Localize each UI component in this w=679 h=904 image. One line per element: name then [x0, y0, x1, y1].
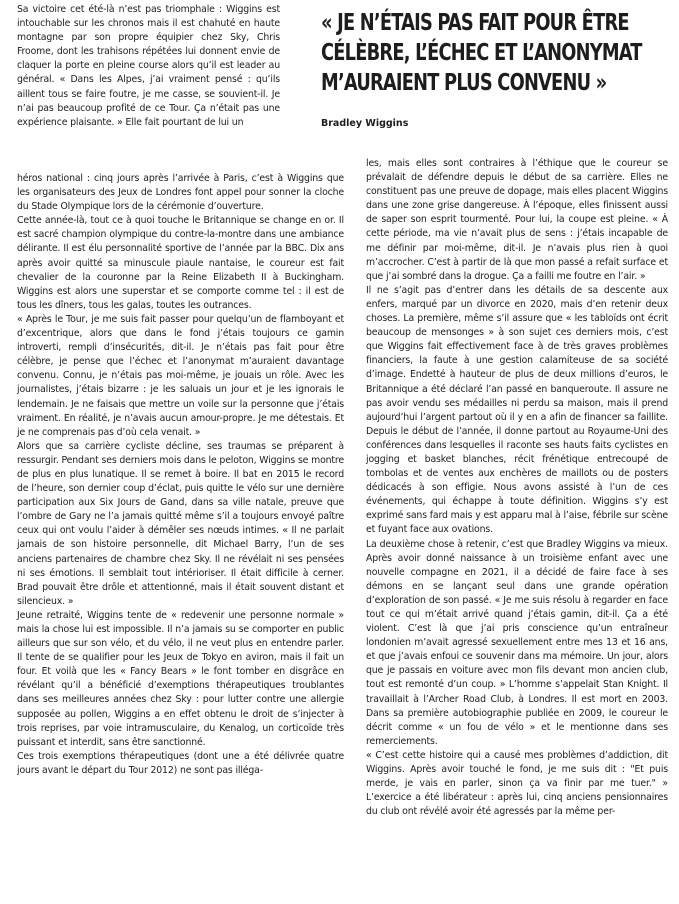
pull-quote-text: « JE N’ÉTAIS PAS FAIT POUR ÊTRE CÉLÈBRE, L’ÉCHEC ET L’ANONYMAT M’AURAIENT PLUS CONVENU » — [321, 10, 642, 96]
paragraph: « C’est cette histoire qui a causé mes problèmes d’addiction, dit Wiggins. Après avoir touché le fond, je me suis dit : "Et puis merde, je vais en parler, sinon ça va finir par me tuer." » L’exercice a été libérateur : après lui, cinq anciens pensionnaires du club ont révélé avoir été agressés par la même per- — [366, 749, 668, 818]
paragraph: Alors que sa carrière cycliste décline, ses traumas se préparent à ressurgir. Pendant ses derniers mois dans le peloton, Wiggins se montre de plus en plus lunatique. Il se remet à boire. Il bat en 2015 le record de l’heure, son dernier coup d’éclat, puis quitte le vélo sur une dernière participation aux Six Jours de Gand, dans sa ville natale, preuve que l’ombre de Gary ne l’a jamais quitté même s’il a toujours envoyé paître ceux qui ont voulu l’aider à démêler ses nœuds intimes. « Il ne parlait jamais de son histoire personnelle, dit Michael Barry, l’un de ses anciens partenaires de chambre chez Sky. Il ne révélait ni ses pensées ni ses émotions. Il semblait tout intérioriser. Il était difficile à cerner. Brad pouvait être drôle et attentionné, mais il était souvent distant et silencieux. » — [17, 440, 344, 607]
paragraph: Cette année-là, tout ce à quoi touche le Britannique se change en or. Il est sacré champion olympique du contre-la-montre dans une ambiance délirante. Il est élu personnalité sportive de l’année par la BBC. Dix ans après avoir quitté sa minuscule piaule nantaise, le coureur est fait chevalier de la couronne par la Reine Elizabeth II à Buckingham. Wiggins est alors une superstar et se comporte comme tel : il est de tous les dîners, tous les galas, toutes les outrances. — [17, 215, 344, 311]
paragraph: Jeune retraité, Wiggins tente de « redevenir une personne normale » mais la chose lui est impossible. Il n’a jamais su se comporter en public ailleurs que sur son vélo, et du vélo, il ne veut plus en entendre parler. Il tente de se qualifier pour les Jeux de Tokyo en aviron, mais il fait un four. Et voilà que les « Fancy Bears » le font tomber en disgrâce en révélant qu’il a bénéficié d’exemptions thérapeutiques troublantes dans ses meilleures années chez Sky : pour lutter contre une allergie supposée au pollen, Wiggins a en effet obtenu le droit de s’injecter à trois reprises, par voie intramusculaire, du Kenalog, un corticoïde très puissant et interdit, sans être sanctionné. — [17, 609, 344, 748]
paragraph: Sa victoire cet été-là n’est pas triomphale : Wiggins est intouchable sur les chronos mais il est chahuté en haute montagne par son propre équipier chez Sky, Chris Froome, dont les trahisons répétées lui donnent envie de claquer la porte en pleine course alors qu’il est leader au général. « Dans les Alpes, j’ai vraiment pensé : qu’ils aillent tous se faire foutre, je me casse, se souvient-il. Je n’ai pas beaucoup profité de ce Tour. Ça n’était pas une expérience plaisante. » Elle fait pourtant de lui un — [17, 4, 280, 128]
pull-quote-author: Bradley Wiggins — [321, 118, 409, 129]
right-column — [366, 157, 668, 819]
paragraph: La deuxième chose à retenir, c’est que Bradley Wiggins va mieux. Après avoir donné naissance à un troisième enfant avec une nouvelle compagne en 2021, il a décidé de faire face à ses démons en se lançant seul dans une grande opération d’exploration de son passé. « Je me suis résolu à regarder en face tout ce qui m’était arrivé quand j’étais gamin, dit-il. Ça a été violent. C’est là que j’ai pris conscience qu’un entraîneur londonien m’avait agressé sexuellement entre mes 13 et 16 ans, et que j’avais enfoui ce souvenir dans ma mémoire. Un jour, alors que je passais en voiture avec mon fils devant mon ancien club, tout est remonté d’un coup. » L’homme s’appelait Stan Knight. Il travaillait à l’Archer Road Club, à Londres. Il est mort en 2003. Dans sa première autobiographie publiée en 2009, le coureur le décrit comme « un fou de vélo » et le mentionne dans ses remerciements. — [366, 538, 668, 747]
paragraph: Ces trois exemptions thérapeutiques (dont une a été délivrée quatre jours avant le départ du Tour 2012) ne sont pas illéga- — [17, 750, 344, 776]
paragraph: Il ne s’agit pas d’entrer dans les détails de sa descente aux enfers, marqué par un divorce en 2020, mais d’en retenir deux choses. La première, même s’il assure que « les tabloïds ont écrit beaucoup de mensonges » à son sujet ces derniers mois, c’est que Wiggins fait effectivement face à de très graves problèmes financiers, la faute à une gestion calamiteuse de sa société d’image. Endetté à hauteur de plus de deux millions d’euros, le Britannique a été déclaré l’an passé en banqueroute. Il assure ne pas avoir vendu ses médailles ni perdu sa maison, mais il prend aujourd’hui l’argent partout où il y en a afin de financer sa faillite. Depuis le début de l’année, il donne partout au Royaume-Uni des conférences dans lesquelles il raconte ses hauts faits cyclistes en jogging et basket blanches, récit frénétique entrecoupé de tombolas et de ventes aux enchères de maillots ou de posters dédicacés à son effigie. Nous avons assisté à l’un de ces événements, qui échappe à toute définition. Wiggins s’y est exprimé sans fard mais y est apparu mal à l’aise, fébrile sur scène et fuyant face aux ovations. — [366, 284, 668, 536]
left-column — [17, 172, 344, 778]
pull-quote — [321, 8, 666, 129]
paragraph: les, mais elles sont contraires à l’éthique que le coureur se prévalait de défendre depuis le début de sa carrière. Elles ne constituent pas une preuve de dopage, mais elles placent Wiggins dans une zone grise dangereuse. À l’époque, elles finissent aussi de saper son esprit tourmenté. Pour lui, la coupe est pleine. « À cette période, ma vie n’avait plus de sens : j’étais incapable de me définir par moi-même, dit-il. Je n’avais plus rien à quoi m’accrocher. C’est à partir de là que mon passé a refait surface et que j’ai sombré dans la drogue. Ça a failli me foutre en l’air. » — [366, 158, 668, 282]
intro-column — [17, 3, 280, 130]
paragraph: héros national : cinq jours après l’arrivée à Paris, c’est à Wiggins que les organisateurs des Jeux de Londres font appel pour sonner la cloche du Stade Olympique lors de la cérémonie d’ouverture. — [17, 173, 344, 213]
paragraph: « Après le Tour, je me suis fait passer pour quelqu’un de flamboyant et d’excentrique, alors que dans le fond j’étais toujours ce gamin introverti, rempli d’insécurités, dit-il. Je n’étais pas fait pour être célèbre, je pense que l’échec et l’anonymat m’auraient davantage convenu. Connu, je n’étais pas moi-même, je jouais un rôle. Avec les journalistes, j’étais bizarre : je les saluais un jour et je les ignorais le lendemain. Je ne faisais que mettre un voile sur la personne que j’étais vraiment. En réalité, je n’avais aucun amour-propre. Je me détestais. Et je ne comprenais pas d’où cela venait. » — [17, 313, 344, 438]
